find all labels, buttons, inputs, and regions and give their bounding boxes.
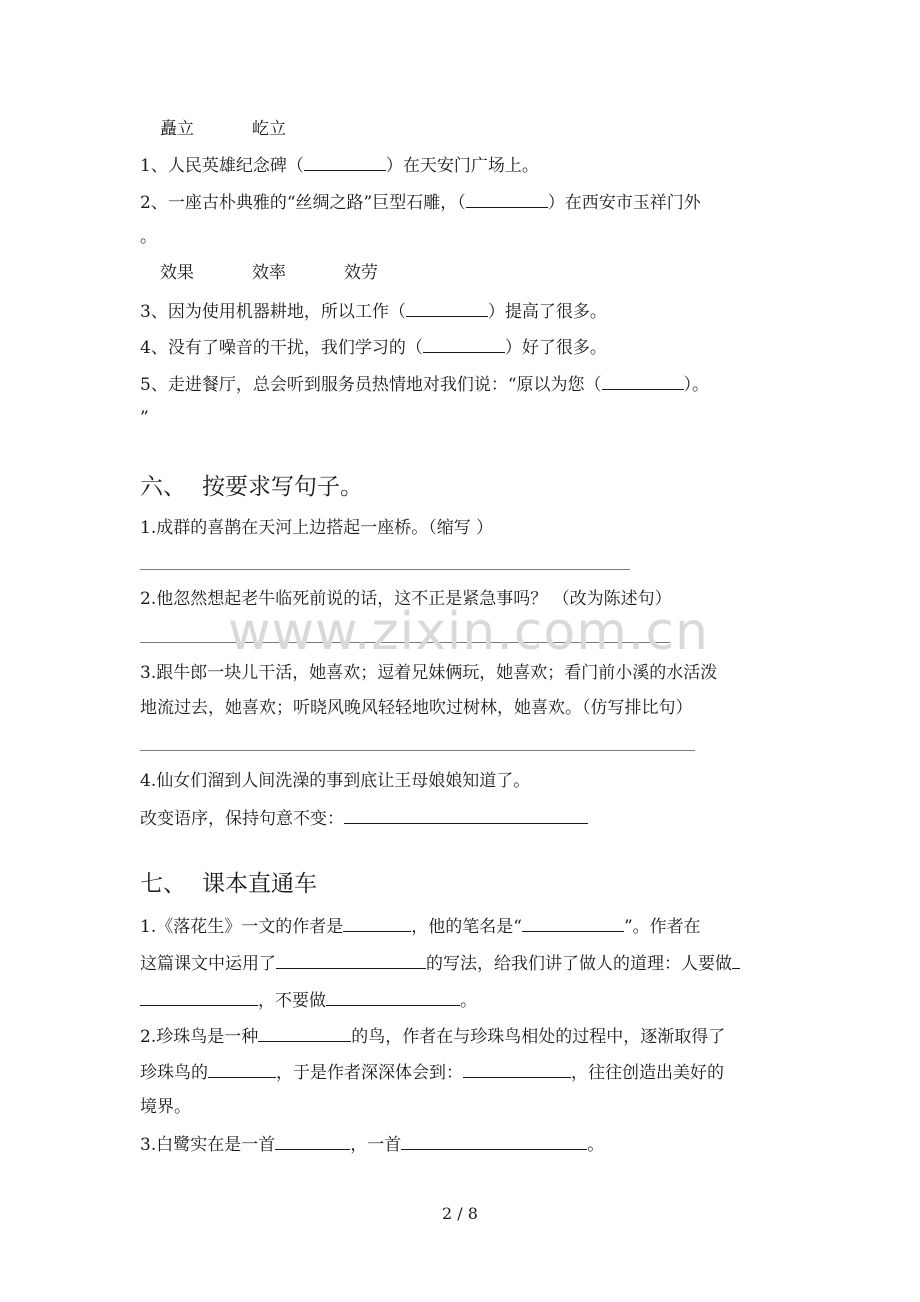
- question-6-1: 1.成群的喜鹊在天河上边搭起一座桥。（缩写 ）: [140, 518, 494, 538]
- answer-blank[interactable]: [140, 991, 258, 1006]
- question-7-1-line-3: ，不要做 。: [140, 991, 477, 1010]
- answer-blank[interactable]: [208, 1063, 276, 1078]
- answer-blank[interactable]: [344, 809, 588, 824]
- question-6-2: 2.他忽然想起老牛临死前说的话，这不正是紧急事吗？ （改为陈述句）: [140, 589, 672, 609]
- word-option: 效率: [252, 263, 286, 283]
- word-choice-row-b: [160, 265, 378, 282]
- question-7-2-line-3: 境界。: [140, 1097, 191, 1117]
- question-5-2: 2、一座古朴典雅的“丝绸之路”巨型石雕，（ ）在西安市玉祥门外: [140, 193, 701, 213]
- page-number: 2 / 8: [442, 1204, 478, 1223]
- answer-blank[interactable]: [466, 193, 548, 208]
- watermark: www.zixin.com.cn: [228, 602, 709, 662]
- answer-blank[interactable]: [275, 1135, 350, 1150]
- question-7-3: 3.白鹭实在是一首 ，一首 。: [140, 1135, 605, 1155]
- question-6-4-instruction: 改变语序，保持句意不变：: [140, 809, 588, 828]
- answer-blank[interactable]: [522, 917, 624, 932]
- answer-blank[interactable]: [258, 1027, 351, 1042]
- question-5-4: 4、没有了噪音的干扰，我们学习的（ ）好了很多。: [140, 338, 607, 358]
- question-7-2-line-1: 2.珍珠鸟是一种 的鸟，作者在与珍珠鸟相处的过程中，逐渐取得了: [140, 1027, 726, 1047]
- word-option: 矗立: [160, 119, 194, 139]
- question-5-3: 3、因为使用机器耕地，所以工作（ ）提高了很多。: [140, 302, 607, 322]
- answer-line[interactable]: [140, 569, 630, 570]
- word-option: 效劳: [344, 263, 378, 283]
- answer-blank[interactable]: [463, 1063, 571, 1078]
- word-option: 效果: [160, 263, 194, 283]
- answer-blank[interactable]: [732, 954, 740, 969]
- answer-blank[interactable]: [304, 156, 386, 171]
- answer-blank[interactable]: [423, 338, 505, 353]
- question-7-2-line-2: 珍珠鸟的 ，于是作者深深体会到： ，往往创造出美好的: [140, 1063, 724, 1083]
- question-5-1: 1、人民英雄纪念碑（ ）在天安门广场上。: [140, 156, 539, 176]
- answer-blank[interactable]: [276, 954, 426, 969]
- answer-blank[interactable]: [326, 991, 460, 1006]
- section-6-heading: 六、 按要求写句子。: [140, 474, 363, 500]
- word-choice-row-a: [160, 121, 286, 138]
- question-7-1-line-1: 1.《落花生》一文的作者是 ，他的笔名是“ ”。作者在: [140, 917, 701, 937]
- question-7-1-line-2: 这篇课文中运用了 的写法，给我们讲了做人的道理：人要做: [140, 954, 740, 973]
- answer-blank[interactable]: [602, 375, 684, 390]
- question-6-3-line-2: 地流过去，她喜欢；听晓风晚风轻轻地吹过树林，她喜欢。（仿写排比句）: [140, 698, 693, 718]
- section-7-heading: 七、 课本直通车: [140, 871, 317, 897]
- answer-line[interactable]: [140, 750, 695, 751]
- question-6-3-line-1: 3.跟牛郎一块儿干活，她喜欢；逗着兄妹俩玩，她喜欢；看门前小溪的水活泼: [140, 663, 718, 683]
- question-5-5: 5、走进餐厅，总会听到服务员热情地对我们说：“原以为您（ ）。: [140, 375, 710, 395]
- question-6-4: 4.仙女们溜到人间洗澡的事到底让王母娘娘知道了。: [140, 771, 531, 791]
- answer-blank[interactable]: [343, 917, 411, 932]
- answer-blank[interactable]: [401, 1135, 587, 1150]
- answer-blank[interactable]: [406, 302, 488, 317]
- word-option: 屹立: [252, 119, 286, 139]
- question-5-5-continuation: ”: [140, 408, 149, 428]
- question-5-2-continuation: 。: [140, 227, 157, 247]
